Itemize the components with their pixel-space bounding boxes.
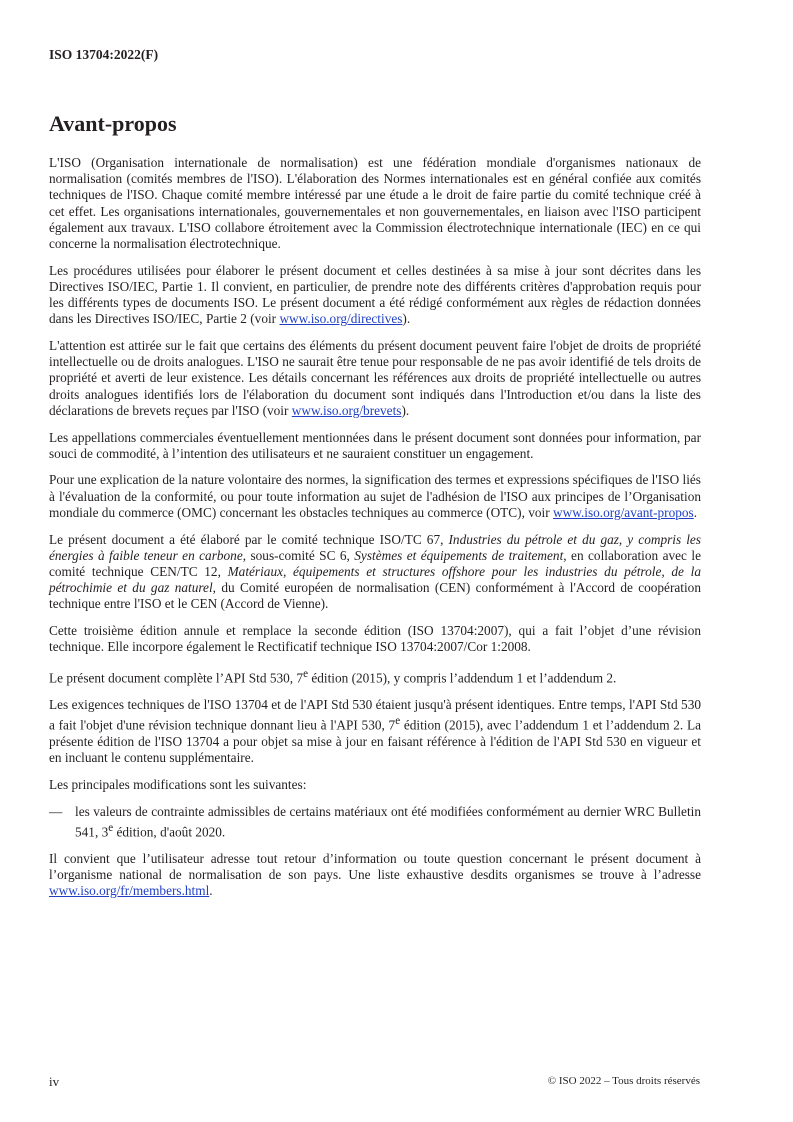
document-body	[49, 155, 701, 910]
text: , du Comité européen de normalisation (CEN) conformément à l'Accord de coopération technique entre l'ISO et le CEN (Accord de Vienne).	[49, 580, 701, 612]
superscript: e	[395, 715, 401, 728]
text: Le présent document complète l’API Std 530, 7	[49, 670, 304, 686]
list-item-text	[75, 804, 701, 841]
text: L'attention est attirée sur le fait que certains des éléments du présent document peuvent faire l'objet de droits de propriété intellectuelle ou de droits analogues. L'ISO ne saurait être tenue pour responsable de ne pas avoir identifié de tels droits de propriété et averti de leur existence. Les détails concernant les références aux droits de propriété intellectuelle ou autres droits analogues identifiés lors de l'élaboration du document sont indiqués dans l'Introduction et/ou dans la liste des déclarations de brevets reçues par l'ISO (voir	[49, 338, 701, 418]
superscript: e	[303, 667, 308, 680]
paragraph-api-complement	[49, 666, 701, 687]
superscript: e	[108, 821, 114, 834]
text: , sous-comité SC 6,	[242, 547, 355, 563]
text: les valeurs de contrainte admissibles de certains matériaux ont été modifiées conformément au dernier WRC Bulletin 541, 3	[75, 803, 701, 840]
text: Les exigences techniques de l'ISO 13704 et de l'API Std 530 étaient jusqu'à présent identiques. Entre temps, l'API Std 530 a fait l'objet d'une révision technique donnant lieu à l'API 530, 7	[49, 697, 701, 733]
paragraph-main-changes: Les principales modifications sont les suivantes:	[49, 776, 307, 792]
copyright-notice: © ISO 2022 – Tous droits réservés	[547, 1075, 700, 1087]
text: édition (2015), avec l’addendum 1 et l’addendum 2. La présente édition de l'ISO 13704 a pour objet sa mise à jour en faisant référence à l'édition de l'API Std 530 en vigueur et en incluant le contenu supplémentaire.	[49, 717, 701, 766]
paragraph-procedures	[49, 263, 701, 328]
paragraph-committee	[49, 532, 701, 613]
text: Pour une explication de la nature volontaire des normes, la signification des termes et expressions spécifiques de l'ISO liés à l'évaluation de la conformité, ou pour toute information au sujet de l'adhésion de l'ISO aux principes de l’Organisation mondiale du commerce (OMC) concernant les obstacles techniques au commerce (OTC), voir	[49, 472, 701, 520]
text: .	[209, 883, 213, 899]
paragraph-trade-names: Les appellations commerciales éventuellement mentionnées dans le présent document sont données pour information, par souci de commodité, à l’intention des utilisateurs et ne sauraient constituer un engagement.	[49, 429, 701, 461]
list-dash: —	[49, 803, 63, 819]
committee-title: Industries du pétrole et du gaz, y compris les énergies à faible teneur en carbone	[49, 531, 701, 563]
link-directives[interactable]: www.iso.org/directives	[279, 311, 403, 327]
paragraph-feedback	[49, 851, 701, 900]
paragraph-edition: Cette troisième édition annule et remplace la seconde édition (ISO 13704:2007), qui a fait l’objet d’une révision technique. Elle incorpore également le Rectificatif technique ISO 13704:2007/Cor 1:2008.	[49, 623, 701, 655]
page-number: iv	[49, 1074, 60, 1089]
list-item	[49, 804, 701, 841]
text: édition (2015), y compris l’addendum 1 et l’addendum 2.	[308, 670, 617, 686]
text: Le présent document a été élaboré par le comité technique ISO/TC 67,	[49, 531, 449, 547]
text: Il convient que l’utilisateur adresse tout retour d’information ou toute question concernant le présent document à l’organisme national de normalisation de son pays. Une liste exhaustive desdits organismes se trouve à l’adresse	[49, 850, 701, 883]
text: .	[693, 504, 698, 520]
paragraph-voluntary-nature	[49, 472, 701, 521]
text: ).	[402, 311, 411, 327]
text: ).	[401, 402, 410, 418]
page-title: Avant-propos	[49, 111, 177, 136]
document-id-header: ISO 13704:2022(F)	[49, 47, 159, 62]
link-members[interactable]: www.iso.org/fr/members.html	[49, 883, 210, 899]
cen-committee-title: Matériaux, équipements et structures offshore pour les industries du pétrole, de la pétrochimie et du gaz naturel	[49, 563, 701, 596]
link-avant-propos[interactable]: www.iso.org/avant-propos	[553, 504, 694, 520]
text: , en collaboration avec le comité technique CEN/TC 12,	[49, 547, 701, 579]
paragraph-iso-intro: L'ISO (Organisation internationale de normalisation) est une fédération mondiale d'organismes nationaux de normalisation (comités membres de l'ISO). L'élaboration des Normes internationales est en général confiée aux comités techniques de l'ISO. Chaque comité membre intéressé par une étude a le droit de faire partie du comité technique créé à cet effet. Les organisations internationales, gouvernementales et non gouvernementales, en liaison avec l'ISO participent également aux travaux. L'ISO collabore étroitement avec la Commission électrotechnique internationale (IEC) en ce qui concerne la normalisation électrotechnique.	[49, 155, 701, 252]
text: édition, d'août 2020.	[113, 824, 226, 840]
subcommittee-title: Systèmes et équipements de traitement	[354, 547, 564, 563]
paragraph-technical-requirements	[49, 697, 701, 766]
link-brevets[interactable]: www.iso.org/brevets	[291, 402, 402, 418]
paragraph-patents	[49, 338, 701, 419]
text: Les procédures utilisées pour élaborer le présent document et celles destinées à sa mise à jour sont décrites dans les Directives ISO/IEC, Partie 1. Il convient, en particulier, de prendre note des différents critères d'approbation requis pour les différents types de documents ISO. Le présent document a été rédigé conformément aux règles de rédaction données dans les Directives ISO/IEC, Partie 2 (voir	[49, 262, 701, 327]
